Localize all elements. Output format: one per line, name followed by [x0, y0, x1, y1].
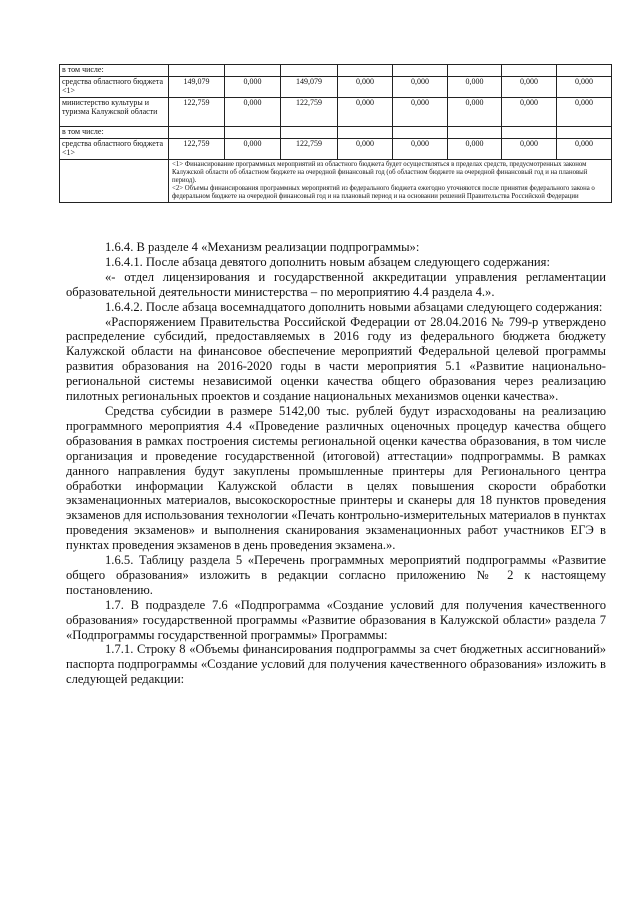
table-row [60, 139, 612, 160]
empty-cell [225, 127, 281, 139]
paragraph-1-6-5: 1.6.5. Таблицу раздела 5 «Перечень программных мероприятий подпрограммы «Развитие общего образования» изложить в редакции согласно приложению № 2 к настоящему постановлению. [66, 553, 606, 597]
paragraph-1-7-1: 1.7.1. Строку 8 «Объемы финансирования подпрограммы за счет бюджетных ассигнований» паспорта подпрограммы «Создание условий для получения качественного образования» изложить в следующей редакции: [66, 642, 606, 687]
paragraph-1-6-4-1: 1.6.4.1. После абзаца девятого дополнить новым абзацем следующего содержания: [105, 254, 550, 269]
value-cell: 0,000 [393, 77, 448, 98]
value-cell: 122,759 [169, 139, 225, 160]
budget-table [59, 64, 612, 203]
empty-cell [502, 127, 557, 139]
empty-cell [169, 65, 225, 77]
value-cell: 122,759 [169, 98, 225, 127]
value-cell: 122,759 [281, 98, 338, 127]
value-cell: 122,759 [281, 139, 338, 160]
value-cell: 0,000 [225, 139, 281, 160]
paragraph-subsidy-funds: Средства субсидии в размере 5142,00 тыс. рублей будут израсходованы на реализацию программного мероприятия 4.4 «Проведение различных оценочных процедур качества общего образования в рамках построения системы региональной оценки качества образования, в том числе организация и проведение государственной (итоговой) аттестации» подпрограммы. В рамках данного направления будут закуплены промышленные принтеры для Регионального центра обработки информации Калужской области в целях повышения скорости обработки экзаменационных материалов, высокоскоростные принтеры и сканеры для 18 пунктов проведения экзаменов для использования технологии «Печать контрольно-измерительных материалов в пунктах проведения экзаменов» и выполнения сканирования экзаменационных работ участников ЕГЭ в пунктах проведения экзаменов в день проведения экзамена.». [66, 403, 606, 553]
empty-cell [448, 127, 502, 139]
value-cell: 0,000 [393, 139, 448, 160]
document-body [66, 240, 606, 687]
table-row [60, 98, 612, 127]
empty-cell [502, 65, 557, 77]
paragraph-licensing-dept: «- отдел лицензирования и государственной аккредитации управления регламентации образовательной деятельности министерства – по мероприятию 4.4 раздела 4.». [66, 269, 606, 299]
value-cell: 0,000 [557, 77, 612, 98]
footnote-1: <1> Финансирование программных мероприятий из областного бюджета будет осуществляться в пределах средств, предусмотренных законом Калужской области об областном бюджете на очередной финансовый год (об областном бюджете на очередной финансовый год и на плановый период). [172, 161, 588, 184]
value-cell: 0,000 [338, 77, 393, 98]
empty-cell [169, 127, 225, 139]
row-label: в том числе: [60, 127, 169, 139]
value-cell: 149,079 [281, 77, 338, 98]
value-cell: 0,000 [502, 139, 557, 160]
row-label: в том числе: [60, 65, 169, 77]
value-cell: 0,000 [448, 98, 502, 127]
value-cell: 0,000 [225, 77, 281, 98]
empty-cell [557, 127, 612, 139]
value-cell: 0,000 [393, 98, 448, 127]
paragraph-government-order: «Распоряжением Правительства Российской Федерации от 28.04.2016 № 799-р утверждено распределение субсидий, предоставляемых в 2016 году из федерального бюджета бюджету Калужской области на финансовое обеспечение мероприятий Федеральной целевой программы развития образования на 2016-2020 годы в части мероприятия 5.1 «Развитие национально-региональной системы независимой оценки качества общего образования через реализацию пилотных региональных проектов и создание национальных механизмов оценки качества». [66, 314, 606, 404]
empty-cell [60, 160, 169, 203]
value-cell: 0,000 [225, 98, 281, 127]
empty-cell [338, 65, 393, 77]
empty-cell [281, 127, 338, 139]
value-cell: 0,000 [338, 139, 393, 160]
row-label: министерство культуры и туризма Калужской области [60, 98, 169, 127]
empty-cell [557, 65, 612, 77]
value-cell: 0,000 [338, 98, 393, 127]
table-footnotes [169, 160, 612, 203]
empty-cell [338, 127, 393, 139]
empty-cell [448, 65, 502, 77]
table-subheader-row [60, 65, 612, 77]
value-cell: 0,000 [502, 98, 557, 127]
empty-cell [281, 65, 338, 77]
empty-cell [393, 127, 448, 139]
value-cell: 0,000 [557, 98, 612, 127]
value-cell: 149,079 [169, 77, 225, 98]
paragraph-1-7: 1.7. В подразделе 7.6 «Подпрограмма «Создание условий для получения качественного образования» государственной программы «Развитие образования в Калужской области» раздела 7 «Подпрограммы государственной программы» Программы: [66, 597, 606, 642]
value-cell: 0,000 [502, 77, 557, 98]
notes-row [60, 160, 612, 203]
table-subheader-row [60, 127, 612, 139]
empty-cell [393, 65, 448, 77]
value-cell: 0,000 [448, 139, 502, 160]
paragraph-1-6-4-2: 1.6.4.2. После абзаца восемнадцатого дополнить новыми абзацами следующего содержания: [105, 299, 603, 314]
footnote-2: <2> Объемы финансирования программных мероприятий из федерального бюджета ежегодно уточняются после принятия федерального закона о федеральном бюджете на очередной финансовый год и на плановый период и на основании решений Правительства Российской Федерации [172, 185, 595, 200]
empty-cell [225, 65, 281, 77]
row-label: средства областного бюджета <1> [60, 77, 169, 98]
table-row [60, 77, 612, 98]
paragraph-1-6-4: 1.6.4. В разделе 4 «Механизм реализации подпрограммы»: [105, 240, 420, 254]
value-cell: 0,000 [557, 139, 612, 160]
row-label: средства областного бюджета <1> [60, 139, 169, 160]
value-cell: 0,000 [448, 77, 502, 98]
